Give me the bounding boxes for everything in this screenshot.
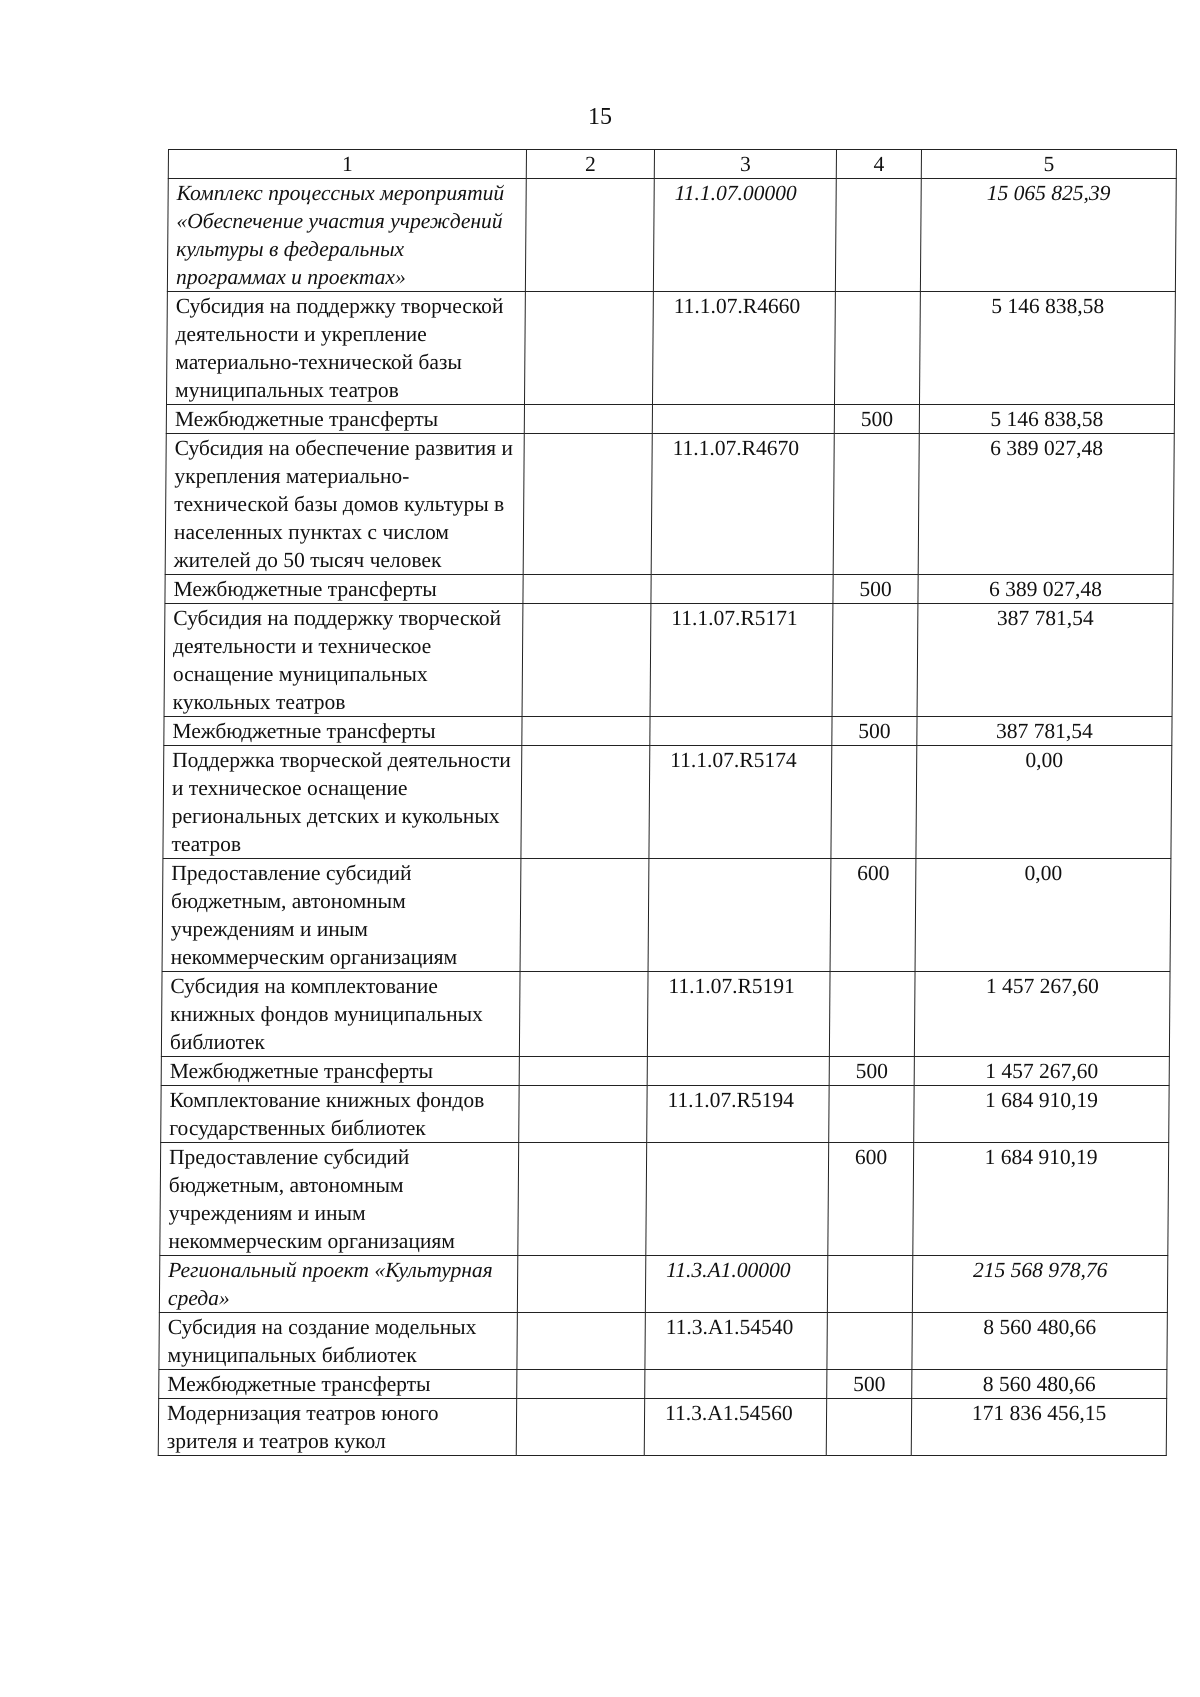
row-type-cell: 500: [833, 575, 918, 604]
row-name-cell: Поддержка творческой деятельности и техническое оснащение региональных детских и кукольных театров: [163, 746, 522, 859]
row-amount-cell: 387 781,54: [917, 717, 1172, 746]
row-col2-cell: [518, 1143, 647, 1256]
table-row: [159, 1256, 1167, 1313]
row-name-cell: Субсидия на комплектование книжных фондов муниципальных библиотек: [161, 972, 520, 1057]
row-amount-cell: 1 684 910,19: [914, 1086, 1169, 1143]
table-row: [161, 1086, 1169, 1143]
table-row: [164, 717, 1172, 746]
table-row: [163, 746, 1172, 859]
row-type-cell: [832, 604, 918, 717]
row-name-cell: Межбюджетные трансферты: [159, 1370, 517, 1399]
row-name-cell: Межбюджетные трансферты: [161, 1057, 519, 1086]
row-type-cell: [826, 1399, 911, 1456]
table-row: [159, 1313, 1167, 1370]
row-type-cell: 600: [830, 859, 916, 972]
row-name-cell: Модернизация театров юного зрителя и театров кукол: [158, 1399, 516, 1456]
row-name-cell: Субсидия на обеспечение развития и укрепления материально-технической базы домов культуры в населенных пунктах с числом жителей до 50 тысяч человек: [165, 434, 524, 575]
row-col2-cell: [524, 405, 652, 434]
row-type-cell: 500: [827, 1370, 912, 1399]
row-amount-cell: 215 568 978,76: [912, 1256, 1167, 1313]
row-col2-cell: [519, 1057, 647, 1086]
row-name-cell: Субсидия на создание модельных муниципальных библиотек: [159, 1313, 517, 1370]
row-col2-cell: [517, 1370, 645, 1399]
row-code-cell: 11.3.А1.54540: [645, 1313, 827, 1370]
row-amount-cell: 0,00: [915, 859, 1171, 972]
row-type-cell: 500: [834, 405, 919, 434]
row-amount-cell: 8 560 480,66: [912, 1370, 1167, 1399]
table-row: [160, 1143, 1169, 1256]
row-code-cell: [650, 717, 832, 746]
row-type-cell: [834, 292, 920, 405]
table-row: [165, 575, 1173, 604]
row-type-cell: [827, 1256, 912, 1313]
table-row: [158, 1399, 1166, 1456]
row-code-cell: 11.1.07.R4660: [652, 292, 835, 405]
row-code-cell: 11.3.А1.54560: [644, 1399, 826, 1456]
row-col2-cell: [516, 1399, 644, 1456]
row-type-cell: [829, 972, 915, 1057]
table-row: [164, 604, 1173, 717]
header-cell-1: 1: [168, 150, 526, 179]
row-code-cell: [652, 405, 834, 434]
row-type-cell: [831, 746, 917, 859]
row-col2-cell: [517, 1256, 645, 1313]
row-name-cell: Комплекс процессных мероприятий «Обеспечение участия учреждений культуры в федеральных программах и проектах»: [167, 179, 526, 292]
table-row: [159, 1370, 1167, 1399]
row-col2-cell: [517, 1313, 645, 1370]
row-code-cell: 11.1.07.R4670: [651, 434, 834, 575]
row-col2-cell: [524, 292, 653, 405]
row-name-cell: Межбюджетные трансферты: [166, 405, 524, 434]
row-amount-cell: 0,00: [916, 746, 1172, 859]
row-type-cell: [833, 434, 919, 575]
row-amount-cell: 5 146 838,58: [919, 292, 1175, 405]
row-type-cell: [827, 1313, 912, 1370]
row-amount-cell: 171 836 456,15: [911, 1399, 1166, 1456]
row-name-cell: Субсидия на поддержку творческой деятельности и укрепление материально-технической базы муниципальных театров: [166, 292, 525, 405]
table-row: [167, 179, 1176, 292]
row-code-cell: 11.1.07.00000: [653, 179, 836, 292]
header-row: [168, 150, 1176, 179]
row-type-cell: 500: [829, 1057, 914, 1086]
row-amount-cell: 6 389 027,48: [918, 434, 1174, 575]
table-row: [161, 972, 1170, 1057]
header-cell-5: 5: [921, 150, 1176, 179]
row-amount-cell: 6 389 027,48: [918, 575, 1173, 604]
row-name-cell: Межбюджетные трансферты: [164, 717, 522, 746]
row-type-cell: [829, 1086, 914, 1143]
row-code-cell: 11.1.07.R5191: [647, 972, 830, 1057]
table-header: [168, 150, 1176, 179]
row-col2-cell: [521, 746, 650, 859]
row-name-cell: Субсидия на поддержку творческой деятельности и техническое оснащение муниципальных кукольных театров: [164, 604, 523, 717]
row-amount-cell: 8 560 480,66: [912, 1313, 1167, 1370]
row-type-cell: [835, 179, 921, 292]
row-col2-cell: [520, 859, 649, 972]
row-name-cell: Межбюджетные трансферты: [165, 575, 523, 604]
table-body: [158, 179, 1176, 1456]
row-code-cell: 11.3.А1.00000: [645, 1256, 827, 1313]
row-code-cell: [647, 1057, 829, 1086]
row-type-cell: 500: [832, 717, 917, 746]
row-code-cell: [645, 1370, 827, 1399]
table-row: [161, 1057, 1169, 1086]
header-cell-2: 2: [526, 150, 654, 179]
row-code-cell: 11.1.07.R5174: [649, 746, 832, 859]
row-name-cell: Предоставление субсидий бюджетным, автономным учреждениям и иным некоммерческим организациям: [162, 859, 521, 972]
row-amount-cell: 1 684 910,19: [913, 1143, 1169, 1256]
row-name-cell: Региональный проект «Культурная среда»: [159, 1256, 517, 1313]
row-amount-cell: 1 457 267,60: [914, 972, 1170, 1057]
page-number: 15: [588, 104, 612, 130]
row-code-cell: [646, 1143, 829, 1256]
row-code-cell: 11.1.07.R5171: [650, 604, 833, 717]
header-cell-3: 3: [654, 150, 836, 179]
row-type-cell: 600: [828, 1143, 914, 1256]
row-name-cell: Комплектование книжных фондов государственных библиотек: [161, 1086, 519, 1143]
table-row: [162, 859, 1171, 972]
table-row: [165, 434, 1174, 575]
row-col2-cell: [523, 575, 651, 604]
row-code-cell: [651, 575, 833, 604]
row-code-cell: 11.1.07.R5194: [647, 1086, 829, 1143]
row-col2-cell: [523, 434, 652, 575]
row-col2-cell: [519, 1086, 647, 1143]
row-amount-cell: 387 781,54: [917, 604, 1173, 717]
row-amount-cell: 5 146 838,58: [919, 405, 1174, 434]
row-col2-cell: [522, 717, 650, 746]
budget-table-container: [158, 149, 1176, 1456]
row-amount-cell: 1 457 267,60: [914, 1057, 1169, 1086]
table-row: [166, 405, 1174, 434]
row-code-cell: [648, 859, 831, 972]
row-name-cell: Предоставление субсидий бюджетным, автономным учреждениям и иным некоммерческим организациям: [160, 1143, 519, 1256]
budget-table: [158, 149, 1177, 1456]
header-cell-4: 4: [836, 150, 921, 179]
row-col2-cell: [525, 179, 654, 292]
row-col2-cell: [522, 604, 651, 717]
table-row: [166, 292, 1175, 405]
row-col2-cell: [519, 972, 648, 1057]
row-amount-cell: 15 065 825,39: [920, 179, 1176, 292]
